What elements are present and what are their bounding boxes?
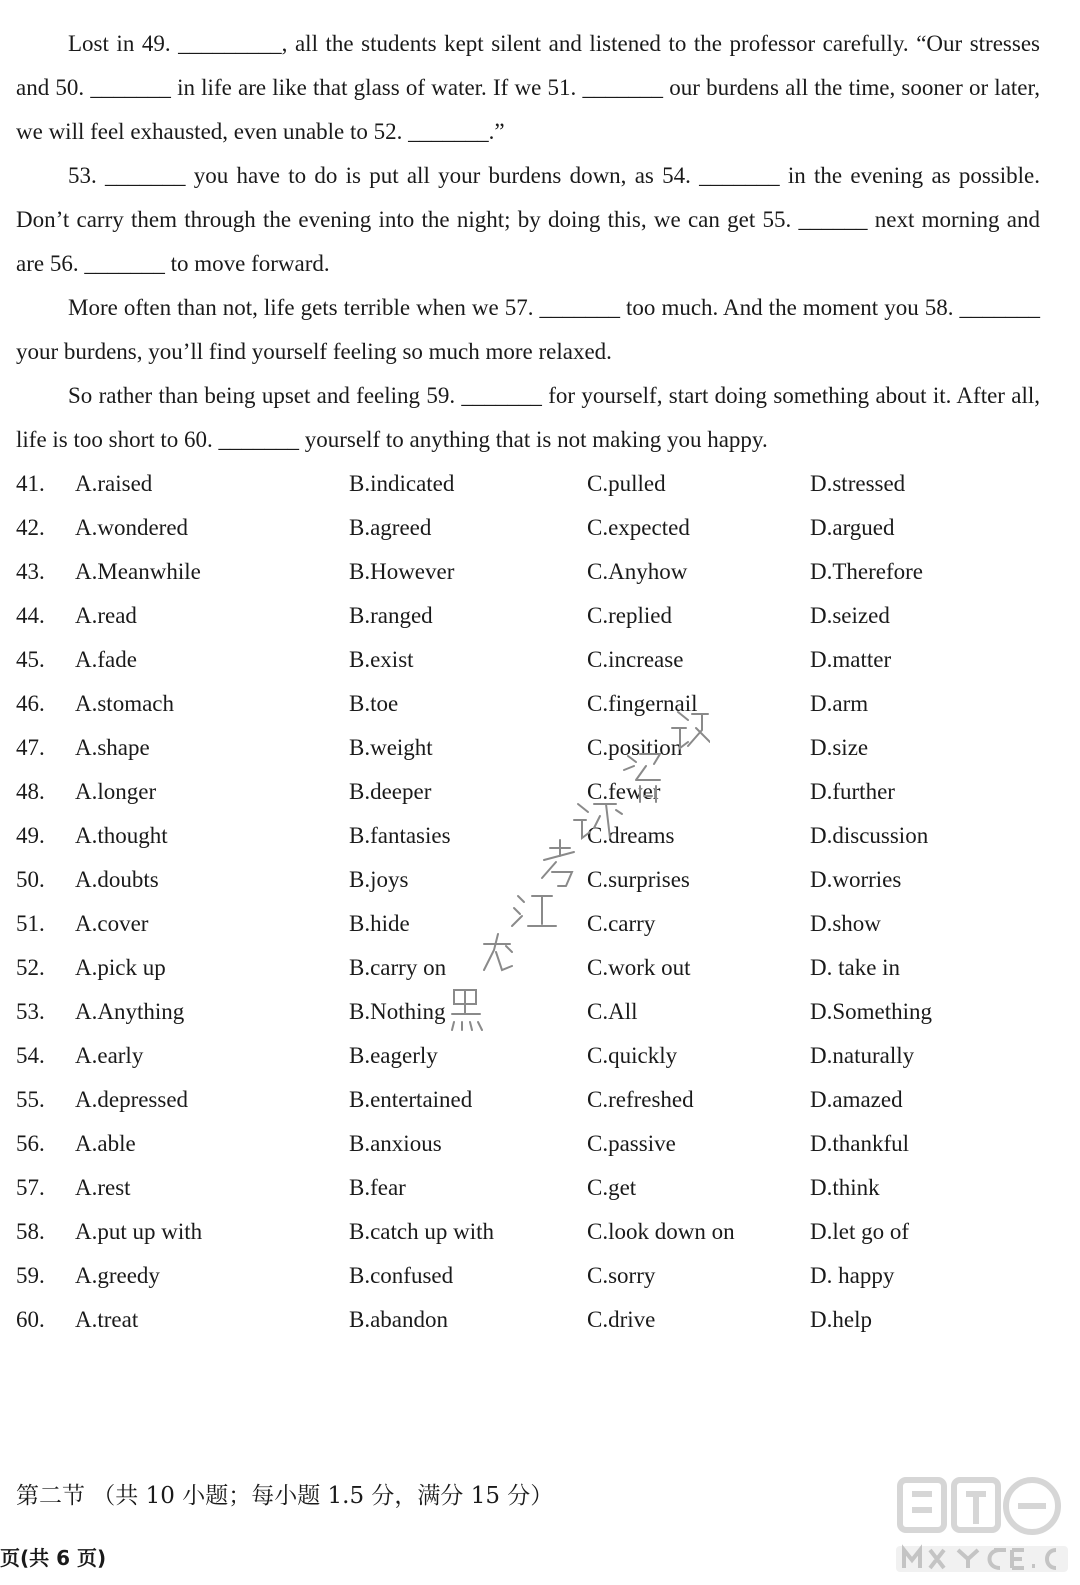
option-c: C.surprises: [587, 867, 690, 892]
question-number: 58.: [16, 1219, 45, 1244]
option-d: D.further: [810, 779, 895, 804]
option-row: [16, 638, 1056, 682]
option-a: A.pick up: [75, 955, 166, 980]
option-row: [16, 770, 1056, 814]
option-c: C.Anyhow: [587, 559, 688, 584]
passage-paragraph-1: Lost in 49. _________, all the students kept silent and listened to the professor carefully. “Our stresses and 50. _______ in life are like that glass of water. If we 51. _______ our burdens all the time, sooner or later, we will feel exhausted, even unable to 52. _______.”: [16, 31, 1040, 144]
answer-options-list: [16, 462, 1056, 1342]
question-number: 49.: [16, 823, 45, 848]
option-d: D.worries: [810, 867, 902, 892]
option-a: A.Meanwhile: [75, 559, 201, 584]
option-a: A.stomach: [75, 691, 175, 716]
option-c: C.sorry: [587, 1263, 656, 1288]
option-a: A.depressed: [75, 1087, 189, 1112]
question-number: 54.: [16, 1043, 45, 1068]
question-number: 41.: [16, 471, 45, 496]
option-b: B.toe: [349, 691, 399, 716]
option-d: D.naturally: [810, 1043, 915, 1068]
option-d: D.let go of: [810, 1219, 910, 1244]
option-c: C.drive: [587, 1307, 656, 1332]
question-number: 52.: [16, 955, 45, 980]
option-row: [16, 594, 1056, 638]
question-number: 45.: [16, 647, 45, 672]
option-b: B.agreed: [349, 515, 432, 540]
option-a: A.put up with: [75, 1219, 203, 1244]
option-a: A.early: [75, 1043, 144, 1068]
option-d: D.size: [810, 735, 869, 760]
option-d: D.argued: [810, 515, 895, 540]
option-row: [16, 1298, 1056, 1342]
page-footer: 页(共 6 页): [0, 1546, 107, 1570]
passage-paragraph-2: 53. _______ you have to do is put all your burdens down, as 54. _______ in the evening as possible. Don’t carry them through the evening into the night; by doing this, we can get 55. ______ next morning and are 56. _______ to move forward.: [16, 163, 1040, 276]
option-c: C.position: [587, 735, 683, 760]
option-d: D.think: [810, 1175, 880, 1200]
option-a: A.wondered: [75, 515, 189, 540]
question-number: 44.: [16, 603, 45, 628]
option-row: [16, 462, 1056, 506]
question-number: 46.: [16, 691, 45, 716]
option-a: A.shape: [75, 735, 150, 760]
question-number: 47.: [16, 735, 45, 760]
option-a: A.fade: [75, 647, 137, 672]
option-b: B.abandon: [349, 1307, 449, 1332]
option-b: B.joys: [349, 867, 409, 892]
option-c: C.dreams: [587, 823, 675, 848]
option-a: A.doubts: [75, 867, 159, 892]
option-row: [16, 990, 1056, 1034]
option-b: B.ranged: [349, 603, 433, 628]
option-d: D.seized: [810, 603, 890, 628]
option-d: D.Something: [810, 999, 933, 1024]
option-a: A.read: [75, 603, 137, 628]
cloze-passage: [16, 22, 1040, 462]
option-d: D.amazed: [810, 1087, 903, 1112]
option-b: B.deeper: [349, 779, 432, 804]
option-b: B.indicated: [349, 471, 455, 496]
option-c: C.replied: [587, 603, 672, 628]
question-number: 50.: [16, 867, 45, 892]
option-d: D. take in: [810, 955, 901, 980]
option-c: C.All: [587, 999, 638, 1024]
option-row: [16, 1210, 1056, 1254]
question-number: 56.: [16, 1131, 45, 1156]
option-d: D.Therefore: [810, 559, 924, 584]
option-c: C.work out: [587, 955, 691, 980]
option-b: B.hide: [349, 911, 410, 936]
option-c: C.refreshed: [587, 1087, 694, 1112]
option-row: [16, 946, 1056, 990]
option-a: A.greedy: [75, 1263, 160, 1288]
question-number: 53.: [16, 999, 45, 1024]
option-c: C.look down on: [587, 1219, 735, 1244]
question-number: 42.: [16, 515, 45, 540]
passage-paragraph-4: So rather than being upset and feeling 59. _______ for yourself, start doing something about it. After all, life is too short to 60. _______ yourself to anything that is not making you happy.: [16, 383, 1040, 452]
question-number: 60.: [16, 1307, 45, 1332]
option-c: C.get: [587, 1175, 637, 1200]
option-b: B.anxious: [349, 1131, 442, 1156]
option-row: [16, 1166, 1056, 1210]
option-d: D.matter: [810, 647, 892, 672]
option-row: [16, 726, 1056, 770]
option-d: D.discussion: [810, 823, 929, 848]
option-c: C.increase: [587, 647, 684, 672]
question-number: 48.: [16, 779, 45, 804]
option-row: [16, 682, 1056, 726]
option-b: B.Nothing: [349, 999, 446, 1024]
option-b: B.carry on: [349, 955, 447, 980]
option-row: [16, 1122, 1056, 1166]
option-a: A.cover: [75, 911, 149, 936]
option-row: [16, 1254, 1056, 1298]
question-number: 57.: [16, 1175, 45, 1200]
option-c: C.expected: [587, 515, 690, 540]
option-b: B.eagerly: [349, 1043, 438, 1068]
question-number: 55.: [16, 1087, 45, 1112]
option-a: A.Anything: [75, 999, 185, 1024]
option-d: D.show: [810, 911, 881, 936]
option-b: B.entertained: [349, 1087, 473, 1112]
question-number: 59.: [16, 1263, 45, 1288]
option-row: [16, 902, 1056, 946]
answer-circle-logo-icon: [892, 1470, 1072, 1580]
option-a: A.rest: [75, 1175, 131, 1200]
answer-circle-logo-watermark: [892, 1470, 1072, 1580]
option-row: [16, 506, 1056, 550]
option-row: [16, 550, 1056, 594]
option-c: C.carry: [587, 911, 656, 936]
option-d: D.arm: [810, 691, 869, 716]
option-row: [16, 858, 1056, 902]
option-b: B.weight: [349, 735, 433, 760]
option-a: A.treat: [75, 1307, 139, 1332]
option-d: D. happy: [810, 1263, 895, 1288]
option-b: B.confused: [349, 1263, 454, 1288]
question-number: 51.: [16, 911, 45, 936]
option-d: D.help: [810, 1307, 872, 1332]
passage-paragraph-3: More often than not, life gets terrible when we 57. _______ too much. And the moment you 58. _______ your burdens, you’ll find yourself feeling so much more relaxed.: [16, 295, 1040, 364]
option-row: [16, 814, 1056, 858]
option-b: B.fear: [349, 1175, 406, 1200]
option-c: C.fewer: [587, 779, 661, 804]
option-row: [16, 1034, 1056, 1078]
option-a: A.raised: [75, 471, 153, 496]
option-b: B.fantasies: [349, 823, 451, 848]
option-b: B.exist: [349, 647, 414, 672]
option-c: C.passive: [587, 1131, 676, 1156]
option-c: C.quickly: [587, 1043, 678, 1068]
option-d: D.stressed: [810, 471, 906, 496]
section-heading: 第二节 （共 10 小题；每小题 1.5 分，满分 15 分）: [16, 1483, 554, 1509]
option-a: A.able: [75, 1131, 136, 1156]
option-d: D.thankful: [810, 1131, 910, 1156]
option-a: A.longer: [75, 779, 157, 804]
option-c: C.pulled: [587, 471, 666, 496]
option-b: B.catch up with: [349, 1219, 494, 1244]
option-c: C.fingernail: [587, 691, 698, 716]
question-number: 43.: [16, 559, 45, 584]
option-b: B.However: [349, 559, 455, 584]
option-row: [16, 1078, 1056, 1122]
option-a: A.thought: [75, 823, 168, 848]
